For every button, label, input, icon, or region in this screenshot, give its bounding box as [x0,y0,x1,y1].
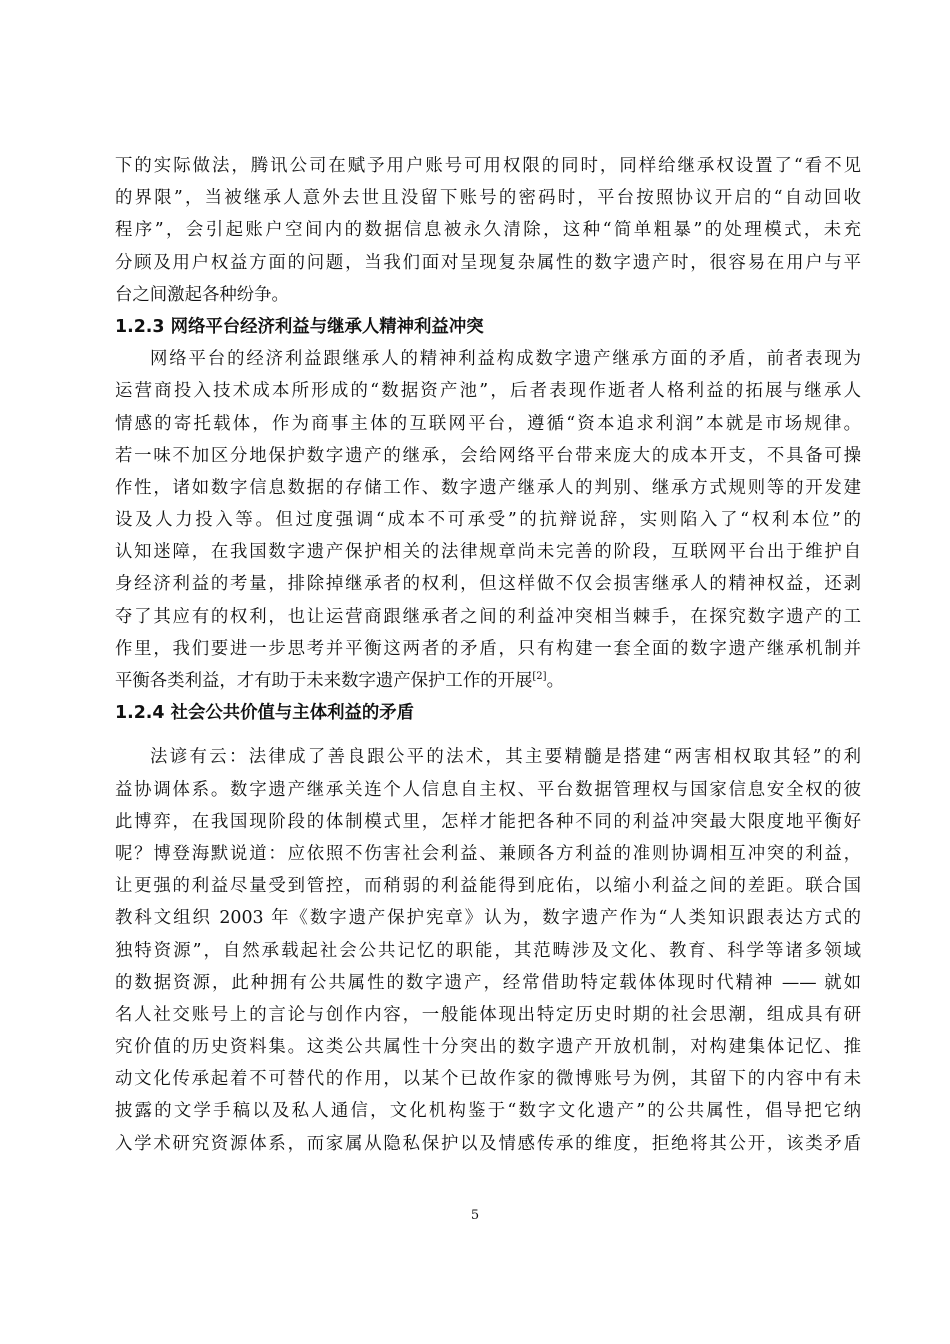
end-punctuation: 。 [546,671,564,691]
text-line: 入学术研究资源体系，而家属从隐私保护以及情感传承的维度，拒绝将其公开，该类矛盾 [115,1133,861,1154]
text-line: 让更强的利益尽量受到管控，而稍弱的利益能得到庇佑，以缩小利益之间的差距。联合国 [115,876,861,897]
text-line-content: 平衡各类利益，才有助于未来数字遗产保护工作的开展 [115,671,533,691]
text-line [115,665,861,697]
page-number: 5 [470,1208,480,1223]
paragraph-continuation [115,150,861,311]
text-line: 益协调体系。数字遗产继承关连个人信息自主权、平台数据管理权与国家信息安全权的彼 [115,779,861,800]
text-line: 下的实际做法，腾讯公司在赋予用户账号可用权限的同时，同样给继承权设置了“看不见 [115,156,861,176]
paragraph-1-2-4 [115,741,861,1159]
text-line: 夺了其应有的权利，也让运营商跟继承者之间的利益冲突相当棘手，在探究数字遗产的工 [115,606,861,627]
text-line: 运营商投入技术成本所形成的“数据资产池”，后者表现作逝者人格利益的拓展与继承人 [115,381,861,402]
text-line: 若一味不加区分地保护数字遗产的继承，会给网络平台带来庞大的成本开支，不具备可操 [115,445,861,466]
section-heading-1-2-4: 1.2.4 社会公共价值与主体利益的矛盾 [115,703,415,724]
page-body [115,150,861,1160]
citation-marker: [2] [532,671,547,683]
text-line: 身经济利益的考量，排除掉继承者的权利，但这样做不仅会损害继承人的精神权益，还剥 [115,574,861,595]
text-line: 呢？博登海默说道：应依照不伤害社会利益、兼顾各方利益的准则协调相互冲突的利益， [115,843,861,864]
text-line: 名人社交账号上的言论与创作内容，一般能体现出特定历史时期的社会思潮，组成具有研 [115,1004,861,1025]
text-line: 设及人力投入等。但过度强调“成本不可承受”的抗辩说辞，实则陷入了“权利本位”的 [115,510,861,531]
text-line: 网络平台的经济利益跟继承人的精神利益构成数字遗产继承方面的矛盾，前者表现为 [150,349,861,370]
text-line: 披露的文学手稿以及私人通信，文化机构鉴于“数字文化遗产”的公共属性，倡导把它纳 [115,1101,861,1122]
section-heading-1-2-3: 1.2.3 网络平台经济利益与继承人精神利益冲突 [115,316,484,337]
text-line: 作性，诸如数字信息数据的存储工作、数字遗产继承人的判别、继承方式规则等的开发建 [115,477,861,498]
text-line: 的界限”，当被继承人意外去世且没留下账号的密码时，平台按照协议开启的“自动回收 [115,188,861,209]
paragraph-1-2-3 [115,343,861,697]
text-line: 的数据资源，此种拥有公共属性的数字遗产，经常借助特定载体体现时代精神 —— 就如 [115,972,861,993]
text-line: 教科文组织 2003 年《数字遗产保护宪章》认为，数字遗产作为“人类知识跟表达方式的 [115,908,861,929]
text-line: 程序”，会引起账户空间内的数据信息被永久清除，这种“简单粗暴”的处理模式，未充 [115,220,861,241]
text-line: 分顾及用户权益方面的问题，当我们面对呈现复杂属性的数字遗产时，很容易在用户与平 [115,252,861,273]
text-line: 此博弈，在我国现阶段的体制模式里，怎样才能把各种不同的利益冲突最大限度地平衡好 [115,811,861,832]
text-line: 法谚有云：法律成了善良跟公平的法术，其主要精髓是搭建“两害相权取其轻”的利 [150,747,861,768]
text-line: 台之间激起各种纷争。 [115,284,289,305]
text-line: 作里，我们要进一步思考并平衡这两者的矛盾，只有构建一套全面的数字遗产继承机制并 [115,638,861,659]
text-line: 独特资源”，自然承载起社会公共记忆的职能，其范畴涉及文化、教育、科学等诸多领域 [115,940,861,961]
text-line: 认知迷障，在我国数字遗产保护相关的法律规章尚未完善的阶段，互联网平台出于维护自 [115,542,861,563]
text-line: 动文化传承起着不可替代的作用，以某个已故作家的微博账号为例，其留下的内容中有未 [115,1069,861,1090]
heading-spacer [115,729,861,741]
text-line: 情感的寄托载体，作为商事主体的互联网平台，遵循“资本追求利润”本就是市场规律。 [115,413,861,434]
text-line: 究价值的历史资料集。这类公共属性十分突出的数字遗产开放机制，对构建集体记忆、推 [115,1037,861,1058]
